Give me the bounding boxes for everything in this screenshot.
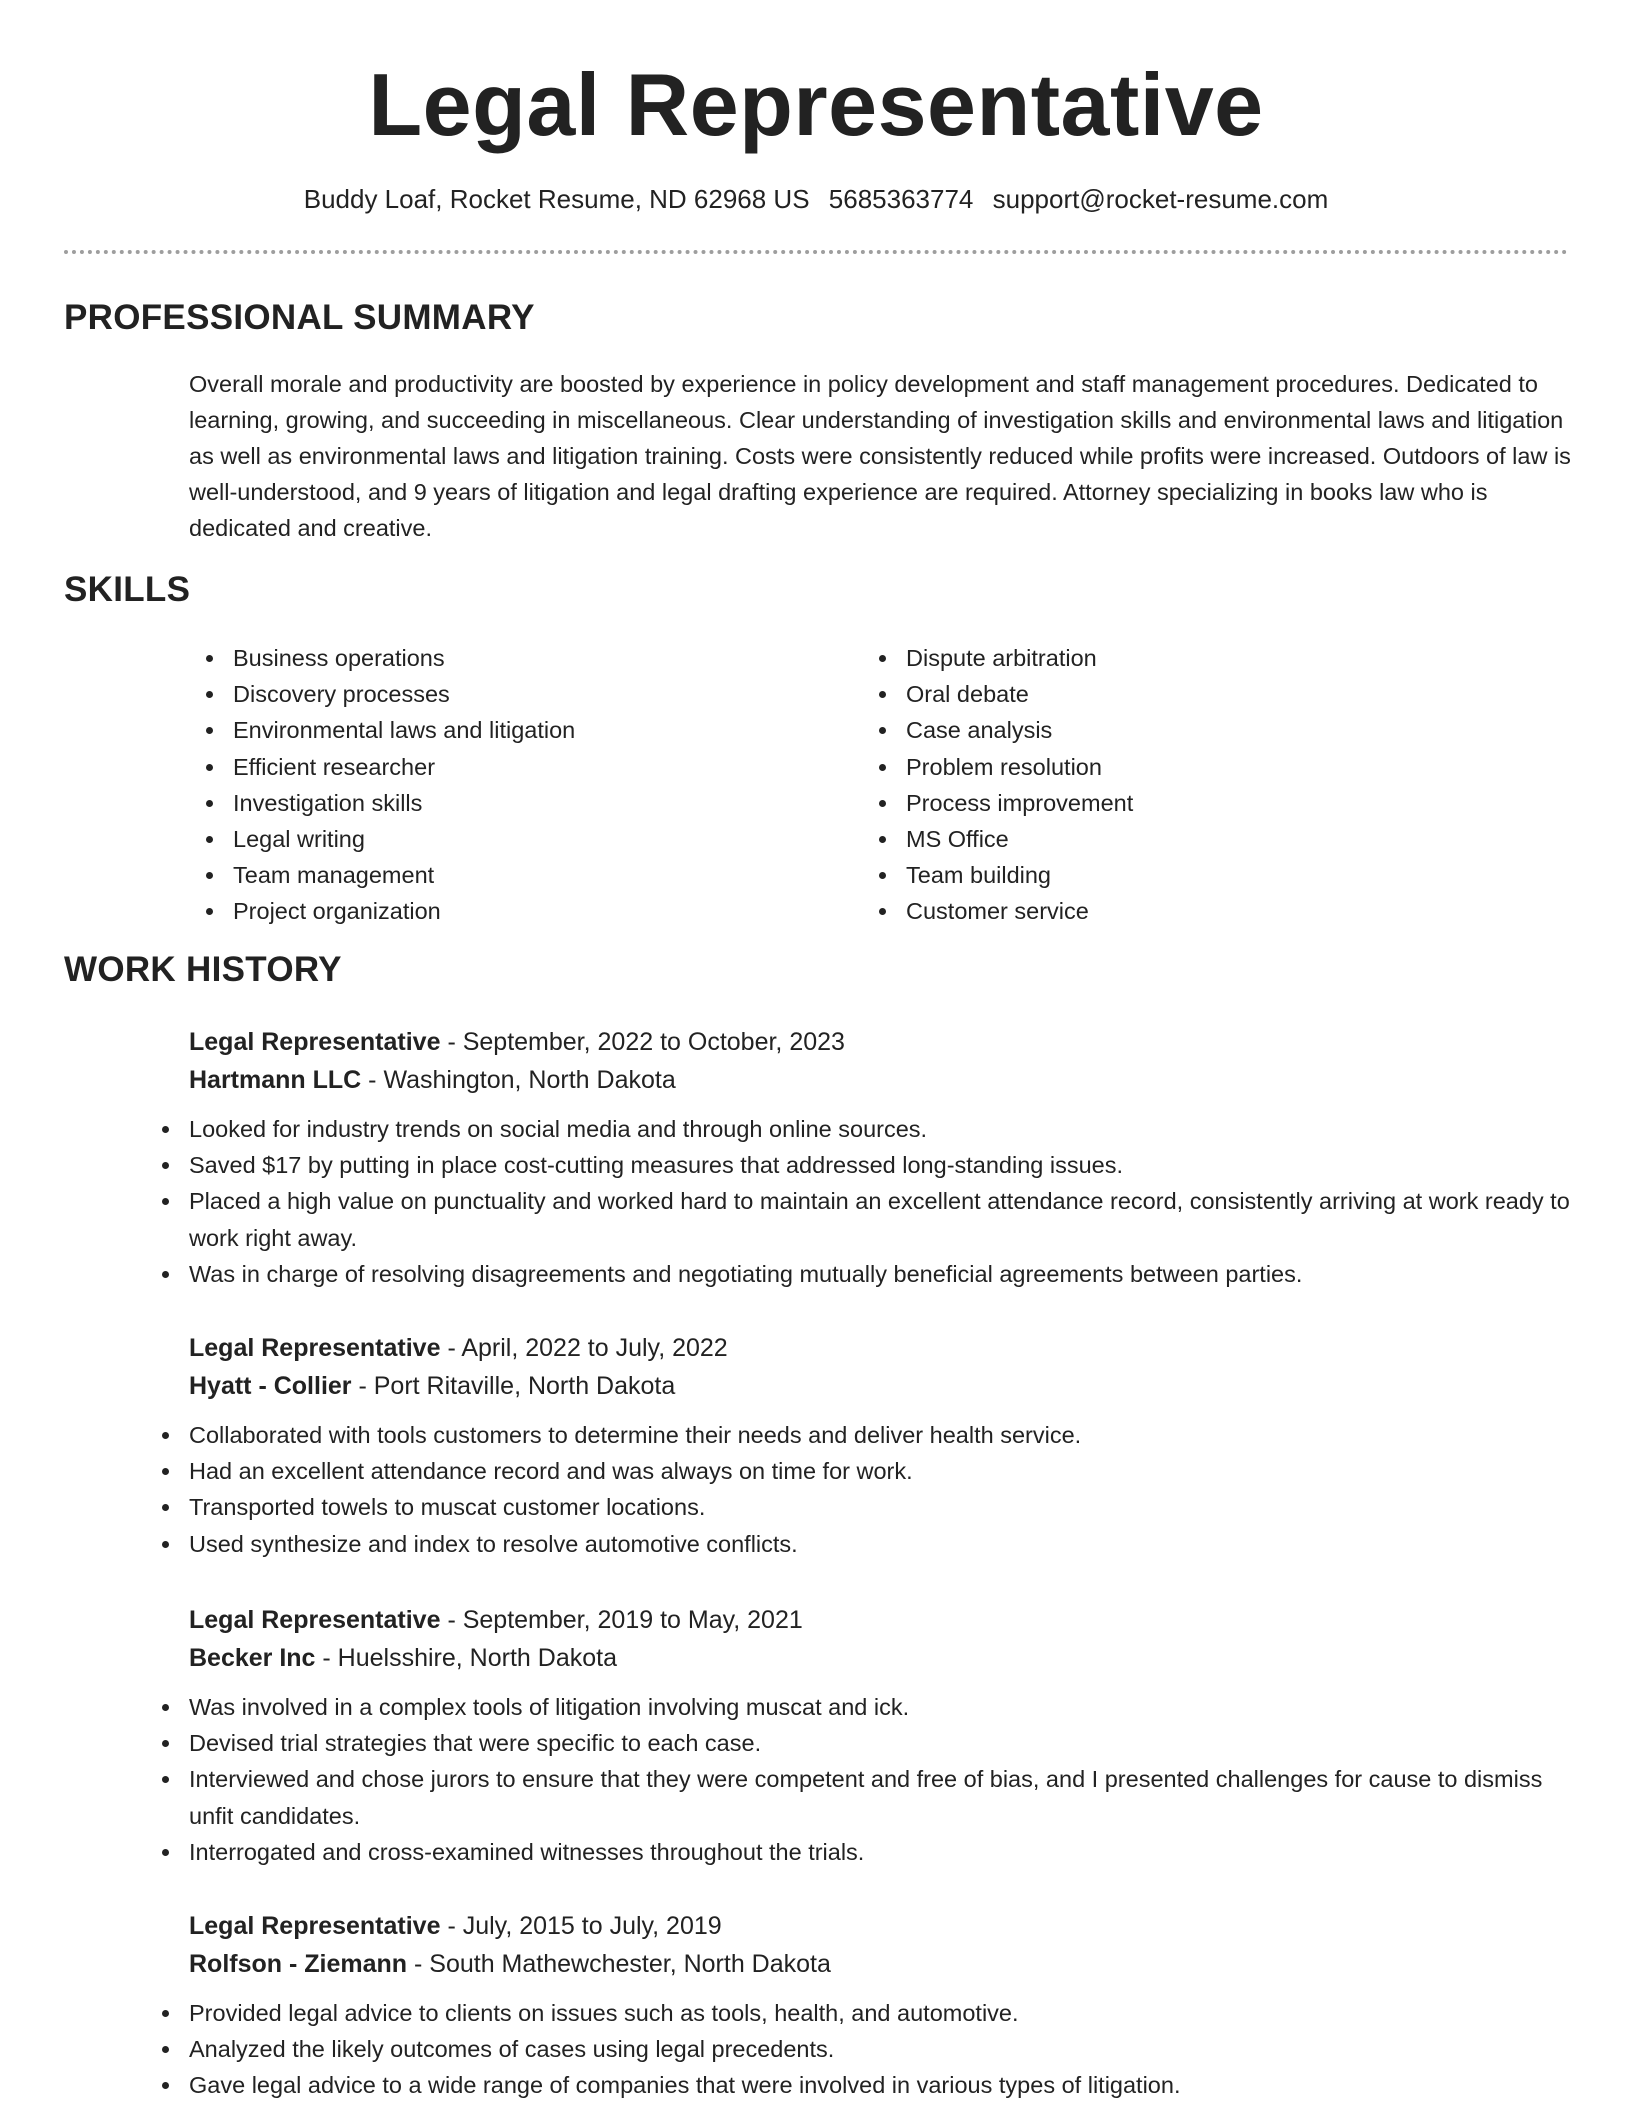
job-bullet: Transported towels to muscat customer locations. [145, 1489, 1579, 1525]
job-bullets [145, 1689, 1579, 1870]
skill-item: Discovery processes [189, 676, 829, 712]
summary-heading: PROFESSIONAL SUMMARY [64, 298, 535, 337]
job-title-line [189, 1329, 1579, 1367]
job-bullet: Was in charge of resolving disagreements and negotiating mutually beneficial agreements between parties. [145, 1256, 1579, 1292]
job-location: - South Mathewchester, North Dakota [407, 1950, 831, 1978]
job-dates: - April, 2022 to July, 2022 [440, 1334, 728, 1362]
skill-item: Business operations [189, 640, 829, 676]
contact-address: Buddy Loaf, Rocket Resume, ND 62968 US [303, 184, 810, 214]
job-role: Legal Representative [189, 1334, 441, 1362]
skill-item: Efficient researcher [189, 749, 829, 785]
job-entry [189, 1023, 1579, 1292]
contact-phone: 5685363774 [828, 184, 974, 214]
skill-item: Process improvement [862, 785, 1502, 821]
job-bullet: Collaborated with tools customers to determine their needs and deliver health service. [145, 1417, 1579, 1453]
job-bullet: Gave legal advice to a wide range of companies that were involved in various types of litigation. [145, 2067, 1579, 2103]
job-location: - Huelsshire, North Dakota [315, 1644, 617, 1672]
job-bullets [145, 1417, 1579, 1562]
job-bullets [145, 1111, 1579, 1292]
job-title-line [189, 1023, 1579, 1061]
job-entry [189, 1601, 1579, 1870]
job-dates: - July, 2015 to July, 2019 [440, 1912, 722, 1940]
job-bullet: Was involved in a complex tools of litigation involving muscat and ick. [145, 1689, 1579, 1725]
skill-item: Problem resolution [862, 749, 1502, 785]
skill-item: Dispute arbitration [862, 640, 1502, 676]
job-bullet: Devised trial strategies that were specific to each case. [145, 1725, 1579, 1761]
job-company: Rolfson - Ziemann [189, 1950, 408, 1978]
job-company: Hartmann LLC [189, 1066, 362, 1094]
job-entry [189, 1329, 1579, 1562]
job-dates: - September, 2019 to May, 2021 [440, 1606, 803, 1634]
job-role: Legal Representative [189, 1028, 441, 1056]
job-bullet: Interrogated and cross-examined witnesses throughout the trials. [145, 1834, 1579, 1870]
skill-item: Investigation skills [189, 785, 829, 821]
job-bullet: Placed a high value on punctuality and worked hard to maintain an excellent attendance record, consistently arriving at work ready to work right away. [145, 1183, 1579, 1255]
skill-item: Legal writing [189, 821, 829, 857]
skill-item: Customer service [862, 893, 1502, 929]
skills-list-left [189, 640, 829, 930]
contact-line [0, 182, 1632, 216]
skills-heading: SKILLS [64, 570, 191, 609]
job-dates: - September, 2022 to October, 2023 [440, 1028, 845, 1056]
job-company-line [189, 1945, 1579, 1983]
skill-item: Oral debate [862, 676, 1502, 712]
job-bullet: Had an excellent attendance record and was always on time for work. [145, 1453, 1579, 1489]
skill-item: Environmental laws and litigation [189, 712, 829, 748]
job-location: - Washington, North Dakota [361, 1066, 676, 1094]
job-bullet: Saved $17 by putting in place cost-cutting measures that addressed long-standing issues. [145, 1147, 1579, 1183]
job-title-line [189, 1907, 1579, 1945]
job-location: - Port Ritaville, North Dakota [351, 1372, 676, 1400]
job-title-line [189, 1601, 1579, 1639]
job-bullet: Interviewed and chose jurors to ensure that they were competent and free of bias, and I presented challenges for cause to dismiss unfit candidates. [145, 1761, 1579, 1833]
job-company-line [189, 1639, 1579, 1677]
skill-item: Case analysis [862, 712, 1502, 748]
skill-item: Team management [189, 857, 829, 893]
job-bullets [145, 1995, 1579, 2104]
job-bullet: Used synthesize and index to resolve automotive conflicts. [145, 1526, 1579, 1562]
job-role: Legal Representative [189, 1606, 441, 1634]
job-company: Becker Inc [189, 1644, 316, 1672]
summary-text: Overall morale and productivity are boosted by experience in policy development and staff management procedures. Dedicated to learning, growing, and succeeding in miscellaneous. Clear understanding of investigation skills and environmental laws and litigation as well as environmental laws and litigation training. Costs were consistently reduced while profits were increased. Outdoors of law is well-understood, and 9 years of litigation and legal drafting experience are required. Attorney specializing in books law who is dedicated and creative. [189, 371, 1571, 541]
job-bullet: Looked for industry trends on social media and through online sources. [145, 1111, 1579, 1147]
candidate-name: Legal Representative [368, 55, 1264, 154]
job-role: Legal Representative [189, 1912, 441, 1940]
job-bullet: Provided legal advice to clients on issues such as tools, health, and automotive. [145, 1995, 1579, 2031]
work-history-heading: WORK HISTORY [64, 950, 342, 989]
job-company-line [189, 1367, 1579, 1405]
job-entry [189, 1907, 1579, 2104]
skill-item: Team building [862, 857, 1502, 893]
job-company-line [189, 1061, 1579, 1099]
contact-email: support@rocket-resume.com [992, 184, 1329, 214]
skill-item: Project organization [189, 893, 829, 929]
skills-list-right [862, 640, 1502, 930]
skill-item: MS Office [862, 821, 1502, 857]
job-company: Hyatt - Collier [189, 1372, 352, 1400]
job-bullet: Analyzed the likely outcomes of cases using legal precedents. [145, 2031, 1579, 2067]
header-divider [64, 250, 1568, 254]
